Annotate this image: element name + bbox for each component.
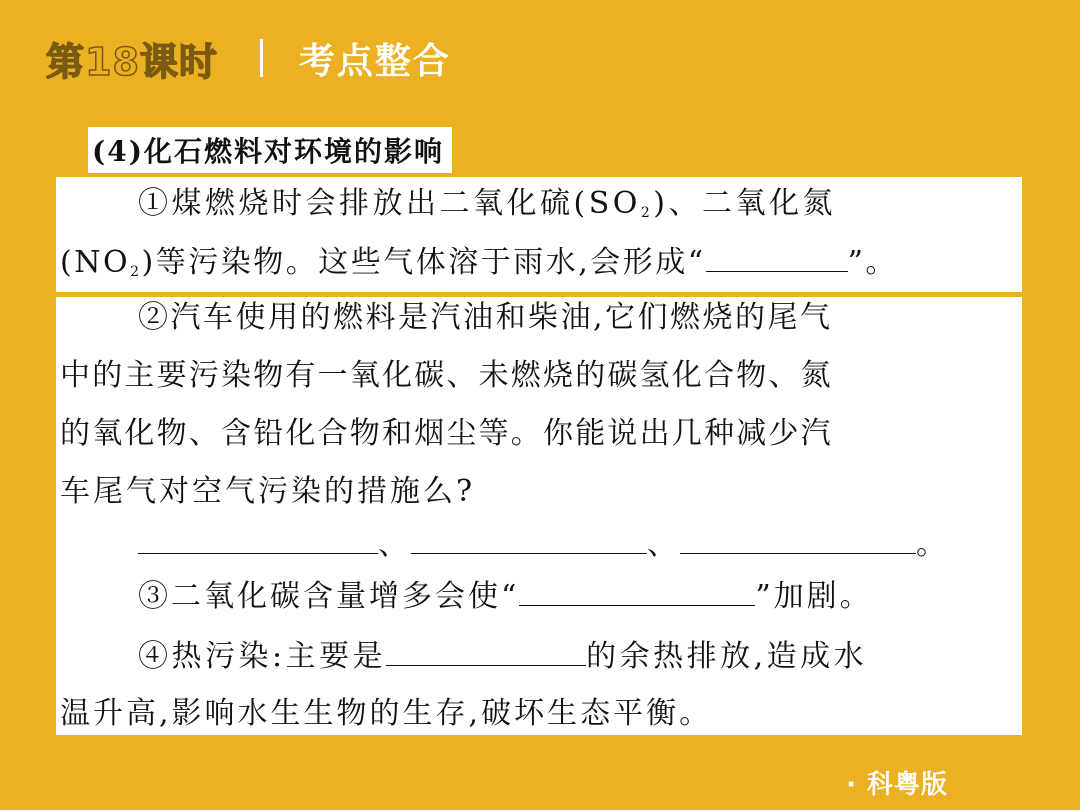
item-2-line-4: 车尾气对空气污染的措施么?	[60, 474, 476, 509]
measures-answer-line: 、 、 。	[138, 519, 1018, 569]
header-divider	[260, 39, 263, 77]
greenhouse-blank[interactable]	[519, 571, 755, 606]
item-2-line-3: 的氧化物、含铅化合物和烟尘等。你能说出几种减少汽	[60, 416, 833, 451]
section-title: (4)化石燃料对环境的影响	[88, 127, 452, 173]
item-1-line-2: $(NO_2)$等污染物。这些气体溶于雨水,会形成“ ”。	[60, 237, 1018, 287]
item-2-block	[56, 297, 1022, 519]
item-1-block	[56, 177, 1022, 292]
item-1-line-1: ①煤燃烧时会排放出二氧化硫$(SO_2)$、二氧化氮	[138, 186, 836, 221]
subscript-2: 2	[130, 264, 142, 280]
lesson-title: 第18课时	[46, 39, 218, 84]
item-4-line-1: ④热污染:主要是 的余热排放,造成水	[138, 631, 1018, 681]
slide-header	[46, 30, 451, 86]
subscript-2: 2	[640, 205, 654, 221]
item-3-4-block	[56, 519, 1022, 735]
item-2-line-1: ②汽车使用的燃料是汽油和柴油,它们燃烧的尾气	[138, 300, 833, 335]
publisher-label: · 科粤版	[846, 770, 948, 800]
measure-blank-1[interactable]	[138, 519, 378, 554]
heat-source-blank[interactable]	[386, 631, 586, 666]
topic-title: 考点整合	[298, 40, 451, 82]
item-3-line: ③二氧化碳含量增多会使“ ”加剧。	[138, 571, 1018, 621]
measure-blank-3[interactable]	[680, 519, 916, 554]
acid-rain-blank[interactable]	[706, 237, 848, 272]
item-2-line-2: 中的主要污染物有一氧化碳、未燃烧的碳氢化合物、氮	[60, 358, 833, 393]
item-4-line-2: 温升高,影响水生生物的生存,破坏生态平衡。	[60, 696, 713, 731]
measure-blank-2[interactable]	[411, 519, 647, 554]
